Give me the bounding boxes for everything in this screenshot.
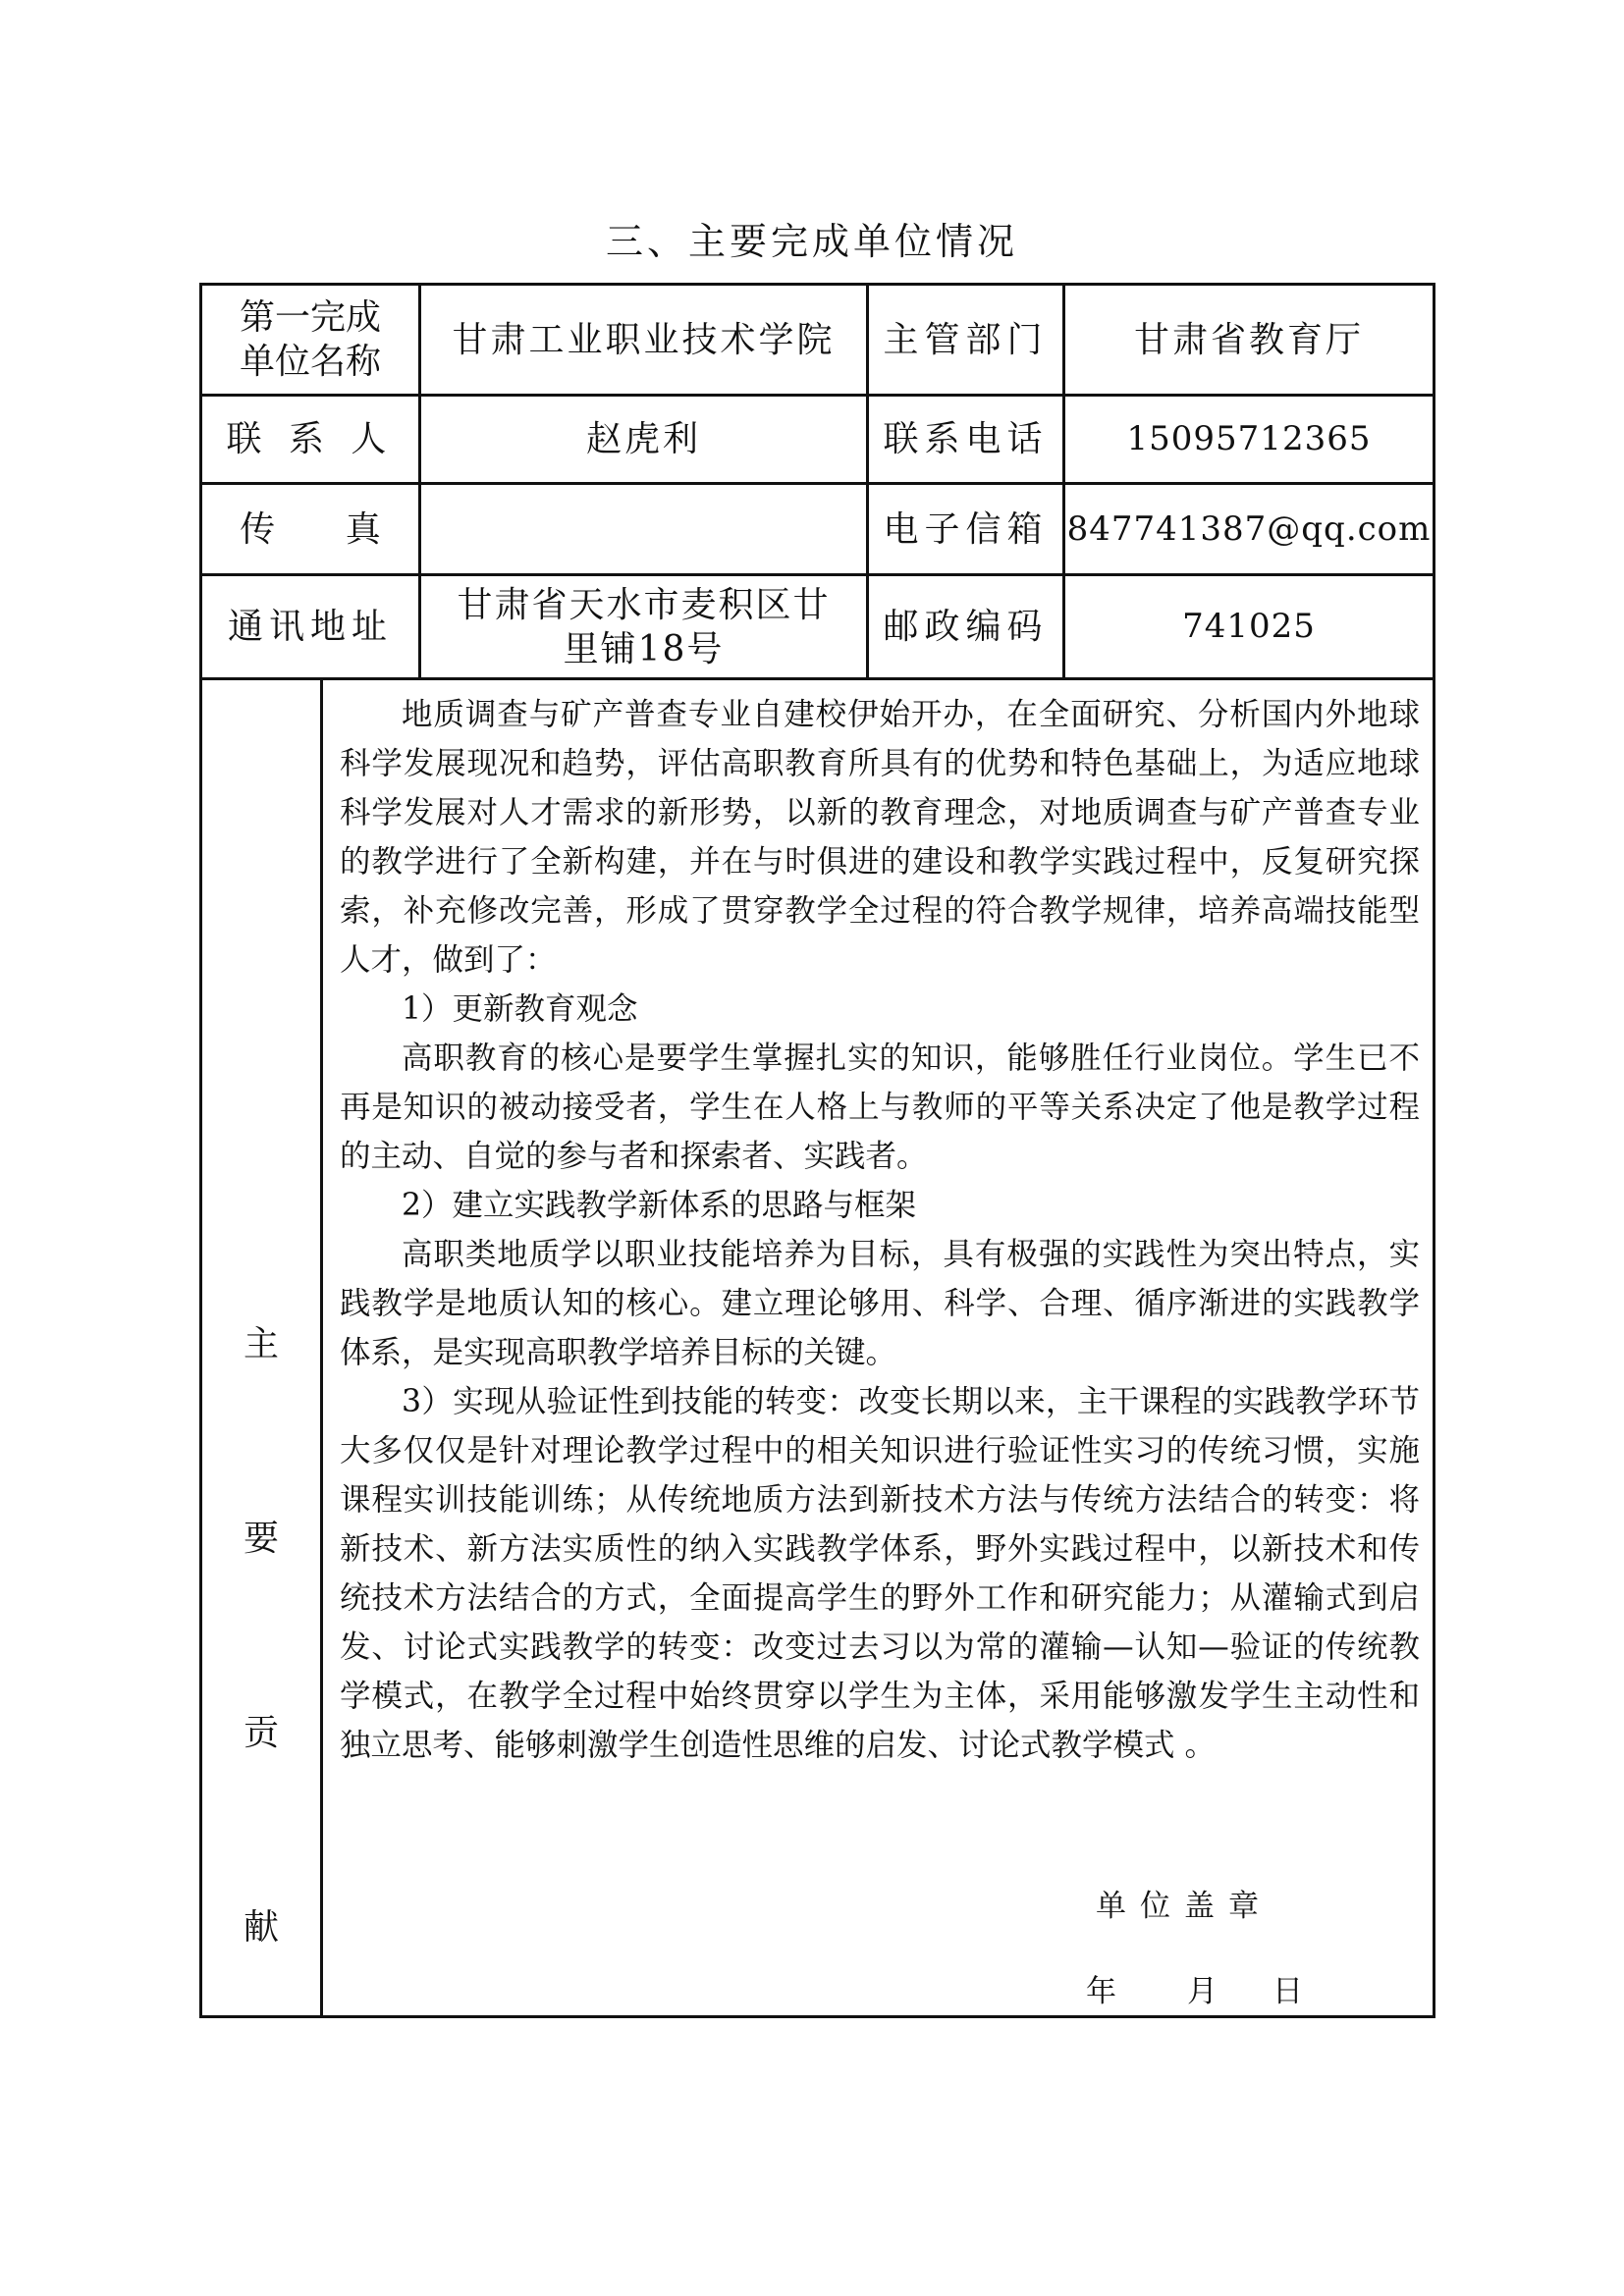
first-unit-label-line1: 第一完成 — [239, 297, 381, 338]
seal-label: 单位盖章 — [1096, 1889, 1272, 1924]
postcode-value: 741025 — [1182, 607, 1316, 647]
paragraph: 2）建立实践教学新体系的思路与框架 — [402, 1188, 917, 1223]
date-month: 月 — [1187, 1974, 1218, 2009]
date-day: 日 — [1272, 1974, 1303, 2009]
address-line2: 里铺18号 — [563, 628, 725, 669]
column-divider — [320, 677, 323, 2018]
address-value — [421, 576, 866, 677]
contribution-text — [340, 690, 1420, 1770]
side-char: 贡 — [243, 1713, 279, 1753]
paragraph: 高职类地质学以职业技能培养为目标，具有极强的实践性为突出特点，实践教学是地质认知的核心。建立理论够用、科学、合理、循序渐进的实践教学体系，是实现高职教学培养目标的关键。 — [340, 1237, 1420, 1370]
unit-info-form — [199, 283, 1435, 2018]
row-divider — [202, 677, 1433, 680]
address-label: 通讯地址 — [227, 607, 393, 647]
first-unit-label — [202, 286, 418, 394]
dept-label: 主管部门 — [883, 319, 1049, 360]
date-year: 年 — [1086, 1974, 1116, 2009]
paragraph: 1）更新教育观念 — [402, 991, 638, 1027]
fax-value — [421, 485, 866, 573]
side-char: 献 — [243, 1907, 279, 1948]
contact-label — [202, 397, 418, 482]
postcode-label: 邮政编码 — [883, 607, 1049, 647]
email-value: 847741387@qq.com — [1066, 508, 1432, 549]
phone-value: 15095712365 — [1126, 419, 1372, 459]
email-label: 电子信箱 — [883, 508, 1049, 550]
dept-value: 甘肃省教育厅 — [1133, 319, 1364, 360]
contribution-side-label — [202, 680, 320, 2023]
fax-label — [202, 485, 418, 573]
paragraph: 3）实现从验证性到技能的转变：改变长期以来，主干课程的实践教学环节大多仅仅是针对理论教学过程中的相关知识进行验证性实习的传统习惯，实施课程实训技能训练；从传统地质方法到新技术方法与传统方法结合的转变：将新技术、新方法实质性的纳入实践教学体系，野外实践过程中，以新技术和传统技术方法结合的方式，全面提高学生的野外工作和研究能力；从灌输式到启发、讨论式实践教学的转变：改变过去习以为常的灌输—认知—验证的传统教学模式，在教学全过程中始终贯穿以学生为主体，采用能够激发学生主动性和独立思考、能够刺激学生创造性思维的启发、讨论式教学模式 。 — [340, 1384, 1420, 1763]
phone-label: 联系电话 — [883, 419, 1049, 459]
contact-label-text: 联 系 人 — [226, 419, 395, 459]
contact-value: 赵虎利 — [585, 419, 701, 459]
side-char: 主 — [243, 1324, 279, 1364]
first-unit-label-line2: 单位名称 — [239, 342, 381, 382]
paragraph: 地质调查与矿产普查专业自建校伊始开办，在全面研究、分析国内外地球科学发展现况和趋势，评估高职教育所具有的优势和特色基础上，为适应地球科学发展对人才需求的新形势，以新的教育理念，对地质调查与矿产普查专业的教学进行了全新构建，并在与时俱进的建设和教学实践过程中，反复研究探索，补充修改完善，形成了贯穿教学全过程的符合教学规律，培养高端技能型人才，做到了： — [340, 697, 1420, 978]
paragraph: 高职教育的核心是要学生掌握扎实的知识，能够胜任行业岗位。学生已不再是知识的被动接受者，学生在人格上与教师的平等关系决定了他是教学过程的主动、自觉的参与者和探索者、实践者。 — [340, 1041, 1420, 1174]
page-title: 三、主要完成单位情况 — [605, 220, 1018, 263]
side-char: 要 — [243, 1519, 279, 1559]
first-unit-value: 甘肃工业职业技术学院 — [452, 319, 836, 360]
address-line1: 甘肃省天水市麦积区廿 — [457, 584, 831, 625]
fax-label-text: 传 真 — [240, 508, 381, 550]
